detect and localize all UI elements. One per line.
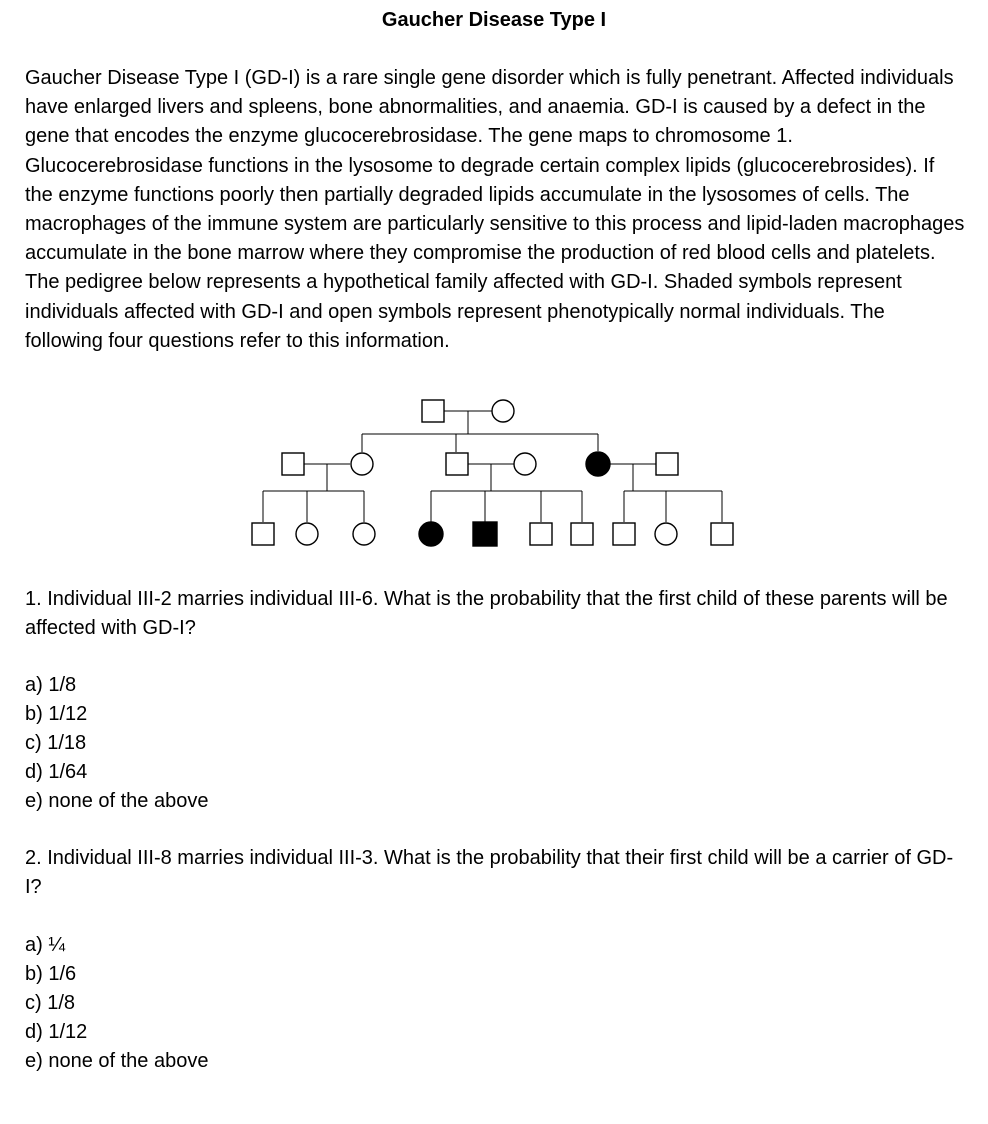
question-1-option-d: d) 1/64 bbox=[25, 761, 88, 783]
pedigree-iii3-female bbox=[353, 523, 375, 545]
question-2-option-d: d) 1/12 bbox=[25, 1021, 88, 1043]
pedigree-iii2-female bbox=[296, 523, 318, 545]
pedigree-ii5-female-affected bbox=[586, 452, 610, 476]
question-2: 2. Individual III-8 marries individual III-3. What is the probability that their first child will be a carrier of GD-I? bbox=[25, 847, 954, 898]
question-1-option-a: a) 1/8 bbox=[25, 674, 77, 696]
pedigree-symbols bbox=[252, 400, 733, 546]
question-1-options bbox=[25, 671, 208, 816]
pedigree-iii1-male bbox=[252, 523, 274, 545]
pedigree-i1-male bbox=[422, 400, 444, 422]
pedigree-ii6-male bbox=[656, 453, 678, 475]
question-2-option-a: a) ¼ bbox=[25, 934, 66, 956]
pedigree-iii6-male bbox=[530, 523, 552, 545]
pedigree-iii4-female-affected bbox=[419, 522, 443, 546]
question-1-option-b: b) 1/12 bbox=[25, 703, 88, 725]
question-2-options bbox=[25, 931, 208, 1076]
pedigree-iii9-female bbox=[655, 523, 677, 545]
pedigree-ii4-female bbox=[514, 453, 536, 475]
question-1-option-e: e) none of the above bbox=[25, 790, 209, 812]
pedigree-ii1-male bbox=[282, 453, 304, 475]
pedigree-i2-female bbox=[492, 400, 514, 422]
document-title: Gaucher Disease Type I bbox=[381, 9, 607, 31]
question-1: 1. Individual III-2 marries individual III-6. What is the probability that the first child of these parents will be affected with GD-I? bbox=[25, 588, 948, 639]
question-2-option-e: e) none of the above bbox=[25, 1050, 209, 1072]
pedigree-iii10-male bbox=[711, 523, 733, 545]
pedigree-lines bbox=[263, 411, 722, 522]
pedigree-iii7-male bbox=[571, 523, 593, 545]
pedigree-iii8-male bbox=[613, 523, 635, 545]
question-2-option-c: c) 1/8 bbox=[25, 992, 76, 1014]
question-1-option-c: c) 1/18 bbox=[25, 732, 87, 754]
intro-paragraph: Gaucher Disease Type I (GD-I) is a rare single gene disorder which is fully penetrant. Affected individuals have enlarged livers and spleens, bone abnormalities, and anaemia. GD-I is caused by a defect in the gene that encodes the enzyme glucocerebrosidase. The gene maps to chromosome 1. Glucocerebrosidase functions in the lysosome to degrade certain complex lipids (glucocerebrosides). If the enzyme functions poorly then partially degraded lipids accumulate in the lysosomes of cells. The macrophages of the immune system are particularly sensitive to this process and lipid-laden macrophages accumulate in the bone marrow where they compromise the production of red blood cells and platelets. The pedigree below represents a hypothetical family affected with GD-I. Shaded symbols represent individuals affected with GD-I and open symbols represent phenotypically normal individuals. The following four questions refer to this information. bbox=[25, 67, 965, 352]
question-2-option-b: b) 1/6 bbox=[25, 963, 77, 985]
pedigree-iii5-male-affected bbox=[473, 522, 497, 546]
pedigree-ii2-female bbox=[351, 453, 373, 475]
pedigree-chart bbox=[0, 390, 988, 560]
pedigree-ii3-male bbox=[446, 453, 468, 475]
